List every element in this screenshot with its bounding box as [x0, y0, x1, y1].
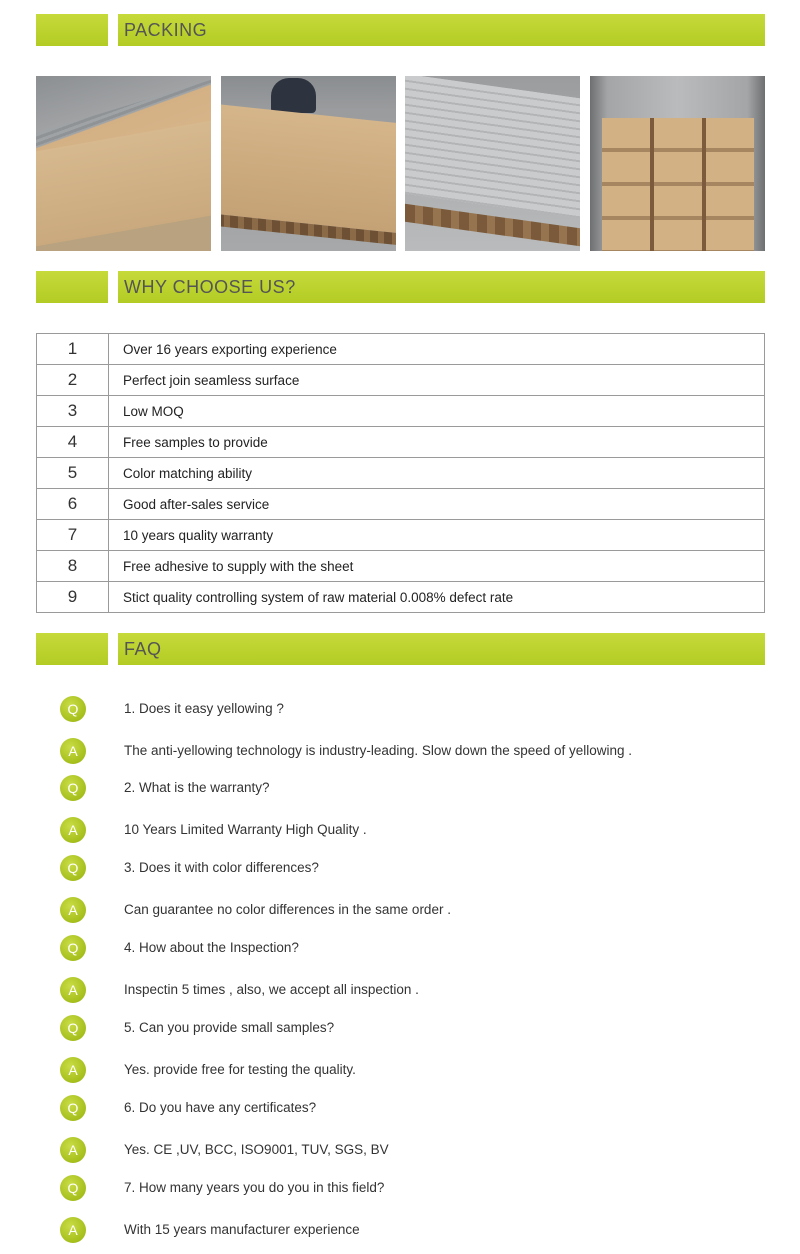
- table-row: [37, 334, 765, 365]
- question-text: 1. Does it easy yellowing ?: [124, 701, 284, 716]
- question-text: 2. What is the warranty?: [124, 780, 270, 795]
- answer-icon: A: [60, 1057, 86, 1083]
- header-bar: [118, 14, 765, 46]
- row-number: 4: [37, 427, 109, 458]
- answer-icon: A: [60, 897, 86, 923]
- answer-icon: A: [60, 1137, 86, 1163]
- answer-icon: A: [60, 1217, 86, 1243]
- row-number: 5: [37, 458, 109, 489]
- packing-photo-2: [221, 76, 396, 251]
- table-row: [37, 582, 765, 613]
- answer-icon: A: [60, 817, 86, 843]
- row-text: Color matching ability: [109, 458, 765, 489]
- row-number: 9: [37, 582, 109, 613]
- faq-question: [60, 1015, 760, 1043]
- row-text: 10 years quality warranty: [109, 520, 765, 551]
- answer-icon: A: [60, 738, 86, 764]
- faq-question: [60, 935, 760, 963]
- table-row: [37, 427, 765, 458]
- answer-text: 10 Years Limited Warranty High Quality .: [124, 822, 367, 837]
- row-number: 6: [37, 489, 109, 520]
- faq-answer: [60, 1057, 760, 1085]
- faq-question: [60, 775, 760, 803]
- question-icon: Q: [60, 855, 86, 881]
- faq-answer: [60, 897, 760, 925]
- why-header: [36, 271, 765, 303]
- faq-answer: [60, 1217, 760, 1245]
- question-icon: Q: [60, 935, 86, 961]
- question-text: 6. Do you have any certificates?: [124, 1100, 317, 1115]
- packing-header: [36, 14, 765, 46]
- row-text: Perfect join seamless surface: [109, 365, 765, 396]
- table-row: [37, 396, 765, 427]
- answer-icon: A: [60, 977, 86, 1003]
- faq-answer: [60, 977, 760, 1005]
- question-text: 4. How about the Inspection?: [124, 940, 299, 955]
- table-row: [37, 551, 765, 582]
- packing-title: PACKING: [124, 20, 208, 40]
- header-bar: [118, 633, 765, 665]
- answer-text: Can guarantee no color differences in the same order .: [124, 902, 451, 917]
- packing-photo-4: [590, 76, 765, 251]
- packing-photo-3: [405, 76, 580, 251]
- header-tab: [36, 14, 108, 46]
- packing-photo-1: [36, 76, 211, 251]
- faq-question: [60, 1175, 760, 1203]
- question-text: 3. Does it with color differences?: [124, 860, 319, 875]
- faq-answer: [60, 738, 760, 766]
- row-text: Over 16 years exporting experience: [109, 334, 765, 365]
- row-number: 1: [37, 334, 109, 365]
- table-row: [37, 365, 765, 396]
- header-tab: [36, 633, 108, 665]
- table-row: [37, 520, 765, 551]
- faq-question: [60, 696, 760, 724]
- row-number: 8: [37, 551, 109, 582]
- faq-header: [36, 633, 765, 665]
- question-icon: Q: [60, 1095, 86, 1121]
- question-icon: Q: [60, 1015, 86, 1041]
- faq-question: [60, 855, 760, 883]
- row-number: 3: [37, 396, 109, 427]
- answer-text: Yes. CE ,UV, BCC, ISO9001, TUV, SGS, BV: [124, 1142, 389, 1157]
- row-number: 2: [37, 365, 109, 396]
- question-icon: Q: [60, 696, 86, 722]
- faq-answer: [60, 817, 760, 845]
- row-text: Good after-sales service: [109, 489, 765, 520]
- why-table: [36, 333, 765, 613]
- table-row: [37, 458, 765, 489]
- question-icon: Q: [60, 1175, 86, 1201]
- question-text: 5. Can you provide small samples?: [124, 1020, 335, 1035]
- faq-title: FAQ: [124, 639, 162, 659]
- why-title: WHY CHOOSE US?: [124, 277, 296, 297]
- answer-text: Yes. provide free for testing the quality.: [124, 1062, 356, 1077]
- header-tab: [36, 271, 108, 303]
- answer-text: With 15 years manufacturer experience: [124, 1222, 360, 1237]
- faq-question: [60, 1095, 760, 1123]
- answer-text: Inspectin 5 times , also, we accept all inspection .: [124, 982, 419, 997]
- question-icon: Q: [60, 775, 86, 801]
- faq-answer: [60, 1137, 760, 1165]
- row-number: 7: [37, 520, 109, 551]
- row-text: Stict quality controlling system of raw material 0.008% defect rate: [109, 582, 765, 613]
- row-text: Free adhesive to supply with the sheet: [109, 551, 765, 582]
- row-text: Free samples to provide: [109, 427, 765, 458]
- question-text: 7. How many years you do you in this field?: [124, 1180, 385, 1195]
- answer-text: The anti-yellowing technology is industry-leading. Slow down the speed of yellowing .: [124, 743, 633, 758]
- row-text: Low MOQ: [109, 396, 765, 427]
- table-row: [37, 489, 765, 520]
